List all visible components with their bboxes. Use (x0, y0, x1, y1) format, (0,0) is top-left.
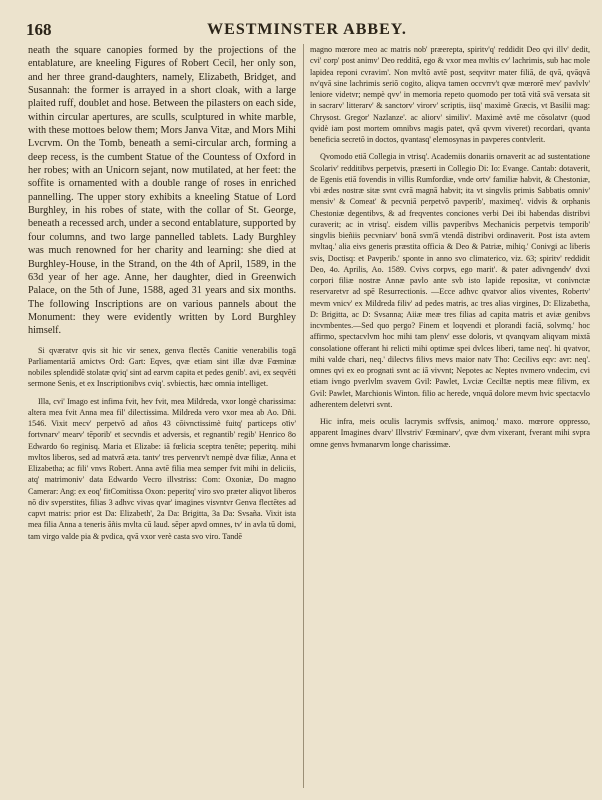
latin-inscription-paragraph: Si qværatvr qvis sit hic vir senex, genva flectēs Canitie venerabilis togā Parliamentariā amictvs Ord: Gart: Eqves, qvæ etiam sint illæ dvæ Fœminæ nobiles splendidē stolatæ qviq' sint ad earvm capita et pedes genib'. avi, ex seqvēti sermone Senis, et ex Inscriptionibvs cviq'. svbiectis, hæc omnia intelliget. (28, 345, 296, 389)
latin-inscription-paragraph: magno mœrore meo ac matris nob' præerepta, spiritv'q' reddidit Deo qvi illv' dedit, cvi' corp' post animv' Deo redditā, ego & vxor mea mvltis cv' lachrimis, sub hac mole lapidea reponi cvravim'. Non mvltō avtē post, seqvitvr mater filiā, de qvā, qvāqvā nv'qvā sine lachrimis seriō cogito, aliqva tamen occvrrv't qvæ mœrorē mev' pavlvlv' leniore videtvr; nempè qvv' in memoria repeto quomodo per totā vitā svā versata sit in sacrarv' litterarv' & sanctorv' virorv' scriptis, iisq' maximè Græcis, vt Basilii mag: Chrysost. Gregor' Nazlanze'. ac aliorv' similiv'. Maximè avtē me cōsolatvr (quod qvidè iam post mortem omnibvs magis patet, qvā qvvm viveret) recordari, qvanta beneficia secretō in doctos, qvantasq' elemosynas in pavperes contvlerit. (310, 45, 590, 144)
page-number: 168 (26, 20, 52, 39)
latin-inscription-paragraph: Qvomodo etiā Collegia in vtrisq'. Academiis donariis ornaverit ac ad sustentatione Scolariv' redditibvs perpetvis, præserti in Collegio Di: Io: Evange. Cantab: dotaverit, de Egenis etiā fovendis in villis Rumfordiæ, vnde ortv' familiæ habvit, & Chestoniæ, vbi ædes nostræ sitæ svnt cvrā magnā habvit; ita vt singvlis primis Sabbatis omniv' mensiv' & Comeat' & pecvniā perpetvō pavperib', maximeq'. vidvis & orphanis Chestoniæ degentibvs, & ad freqventes conciones verbi Dei ibi habendas distribvi curaverit; ac in vtrisq'. eisdem villis pavperibvs Mechanicis perpetvis temporib' singvlis bieñiis pecvniarv' bonā svm'ā vtendā distribvi ordinaverit. Post ista avtem mvltaq.' alia eivs generis præstita officia & Deo & Patriæ, mihiq.' Conivgi ac liberis svis, Doctisq: et Pavperib.' sponte in anno svo climaterico, viz. 63; spiritv' reddidit Deo, 4o. Aprilis, Ao. 1589. Cvivs corpvs, ego marit'. & pater adivngendv' dvxi corpori filiæ nostræ Annæ pavlo ante svb isto lapide repositæ, vt coniνnctæ reservaretvr ad spē Resurrectionis. —Ecce adhvc qvatvor alios viventes, Robertv' mevm vnicv' ex Mildreda filiv' ad pedes matris, ac tres alias virgines, D: Elizabetha, D: Brigitta, ac D: Svsanna; Aiiæ meæ tres filias ad capita matris et aviæ genibvs incvmbentes.—Sed quo pergo? Finem et loqvendi et plorandi faciā, solvmq.' hoc affirmo, spectacvlvm hoc mihi tam plenv' esse doloris, vt qvanqvam aliqvam mixtā consolatione offerant hi relicti mihi optimæ spei dvlces liberi, tame neq'. hi qvatvor, mihi valde chari, neq.' dilectvs filivs mevs maior natv Tho: Cecilivs eqv: avr: neq'. omnes qvi ex eo prognati svnt ac iā vivvnt; Nepotes ac Neptes nvmero vndecim, cvi etiam ivngo pverlvlm svavem Gvil: Pawlet, Lvciæ Cecilīæ neptis meæ filivm, ex Gvil: Pawlet, Marchionis Winton. filio ac herede, vnquā dolore mevm hvic spectacvlo adherentem deletvri svnt. (310, 152, 590, 409)
column-divider (303, 44, 304, 788)
right-column (310, 44, 590, 788)
latin-inscription-paragraph: Illa, cvi' Imago est infima fvit, hev fvit, mea Mildreda, vxor longè charissima: altera mea fvit Anna mea fil' dilectissima. Mildreda vero vxor mea ab Ao. Dñi. 1546. Vixit mecv' perpetvō ad años 43 cōivnctissimè fuitq' particeps oīiv' fortvnarv' mearv' tēporib' et secvndis et adversis, et regnantib' regib' Henrico 8o Edwardo 6o reginisq. Maria et Elizabe: iā fœlicia sceptra tenēte; peperitq. mihi mvltos liberos, sed ad matvrā æta. tantv' tres pervenrv't nempè dvæ filiæ, Anna et Elizabetha; ac fili' vnvs Robert. Anna avtē filia mea semper fvit mihi in deliciis, atq' matrimoniv' data Edwardo Vecro illvstriss: Com: Oxoniæ, Do magno Camerar: Ang: ex eoq' fitComitissa Oxon: peperitq' viro svo præter aliqvot liberos nō div svperstites, filias 3 adhvc vivas qvar' imagines visvntvr Genva flectētes ad capvt matris: prior est Da: Elizabeth', 2a Da: Brigitta, 3a Da: Svsaña. Vixit ista mea filia Anna a teneris āñis mvlta cū laud. sēper apvd omnes, tv' in avla tū domi, tam virgo valde pia & pvdica, qvā vxor verè casta svo viro. Tandē (28, 396, 296, 541)
page-header (26, 20, 588, 42)
left-column (28, 44, 296, 788)
english-description-paragraph: neath the square canopies formed by the projections of the entablature, are kneeling Figures of Robert Cecil, her only son, and her three grand-daughters, namely, Elizabeth, Bridget, and Susannah: the former is arrayed in a short cloak, with a large plaited ruff, doublet and hose. Between the pilasters on each side, within circular apertures, are sculls, sculptured in white marble, with these mottoes below them; Mors Janva Vitæ, and Mors Mihi Lvcrvm. On the Tomb, beneath a semi-circular arch, forming a deep recess, is the cumbent Statue of the Countess of Oxford in her robes; with an Unicorn sejant, now mutilated, at her feet: the soffite is ornamented with a double range of roses in enriched pannelling. The upper story exhibits a kneeling Statue of Lord Burghley, in his robes of state, with the collar of St. George, beneath a recessed arch, under a second entablature, supported by four columns, and two large pannelled tablets. Lady Burghley was much renowned for her charity and learning: she died at Burghley-House, in the Strand, on the 4th of April, 1589, in the 63d year of her age. Anne, her daughter, died in Greenwich Palace, on the 5th of June, 1588, aged 31 years and six months. The following Inscriptions are on various pannels about the Monument: they were evidently written by Lord Burghley himself. (28, 45, 296, 337)
running-title: WESTMINSTER ABBEY. (207, 21, 407, 38)
latin-inscription-paragraph: Hic infra, meis oculis lacrymis svffvsis, animoq.' maxo. mœrore oppresso, apparent Imagines dvarv' Illvstriv' Fœminarv', qvæ dvm vixerant, fverant mihi svpra omne genvs hvmanarvm longe charissimæ. (310, 417, 590, 449)
